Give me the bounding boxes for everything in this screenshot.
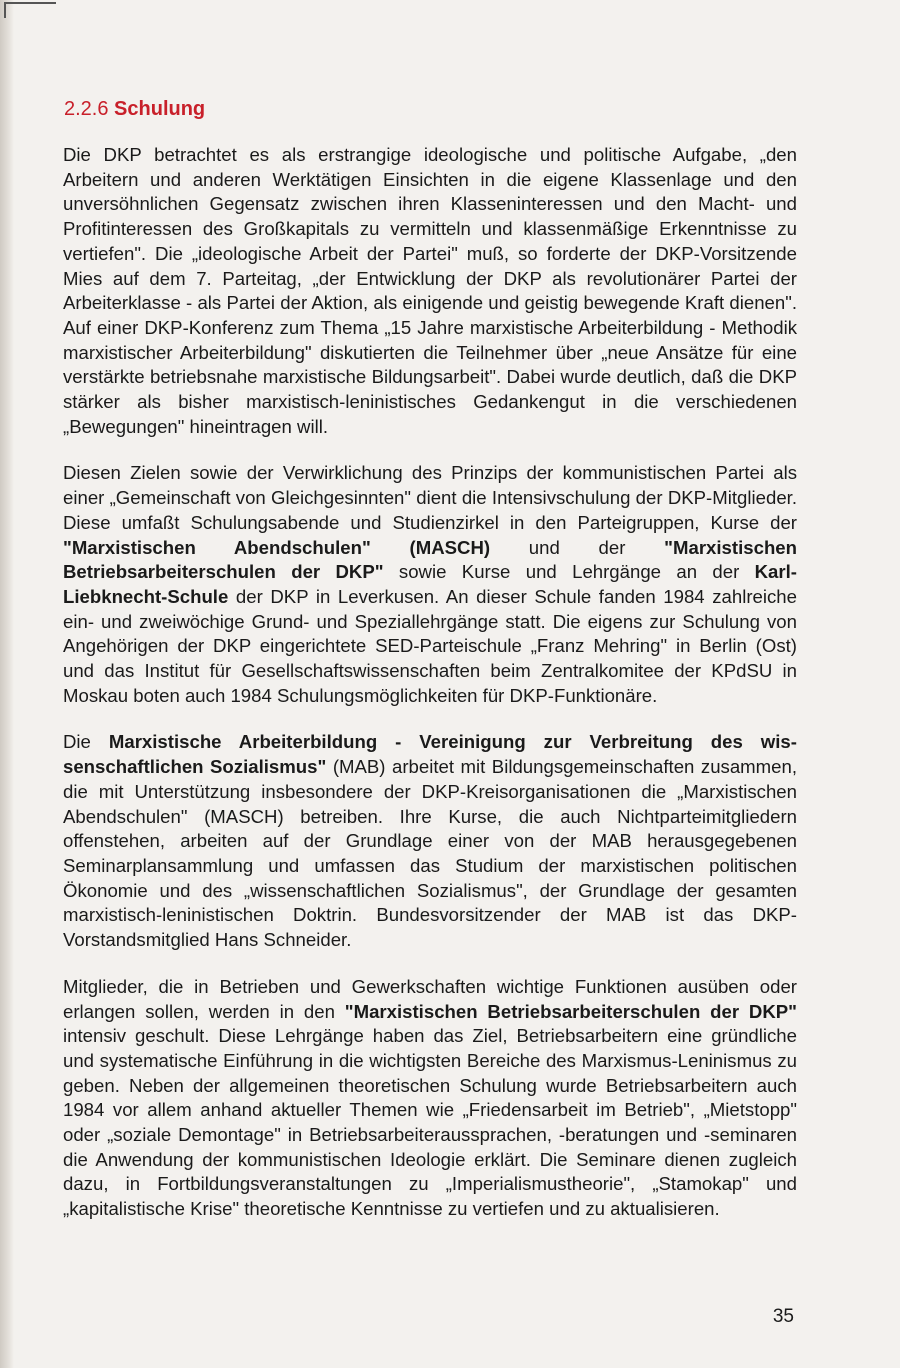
page-binding-edge — [0, 0, 14, 1368]
text-run: Die — [63, 731, 109, 753]
text-run: Die DKP betrachtet es als erstrangige ideologische und politische Aufgabe, „den Arbeitern und anderen Werktätigen Einsichten in die eigene Klassenlage und den unversöhnlichen Gegensatz zwischen ihren Klasseninteressen und den Macht- und Profitinteressen des Großkapitals zu vermitteln und klassenmäßige Erkenntnisse zu vertiefen". Die „ideologische Arbeit der Partei" muß, so forderte der DKP-Vorsitzende Mies auf dem 7. Parteitag, „der Entwicklung der DKP als revolutionärer Partei der Arbeiterklasse - als Partei der Aktion, als einigende und geistig bewegende Kraft dienen". Auf einer DKP-Konferenz zum Thema „15 Jahre marxistische Arbeiterbildung - Methodik marxistischer Arbeiterbildung" diskutierten die Teilnehmer über „neue Ansätze für eine verstärkte betriebsnahe marxistische Bildungsarbeit". Dabei wurde deutlich, daß die DKP stärker als bisher marxistisch-leninistisches Gedankengut in die verschiedenen „Bewegungen" hineintragen will. — [63, 144, 797, 437]
bold-text-run: Marxistische Arbeiterbildung - Vereinigung zur Verbreitung des wissenschaftlichen Sozialismus" — [63, 731, 797, 778]
text-run: Diesen Zielen sowie der Verwirklichung des Prinzips der kommunistischen Partei als einer „Gemeinschaft von Gleichgesinnten" dient die Intensivschulung der DKP-Mitglieder. Diese umfaßt Schulungsabende und Studienzirkel in den Parteigruppen, Kurse der — [63, 462, 797, 533]
body-text — [63, 143, 797, 1244]
section-title: Schulung — [114, 98, 206, 120]
paragraph — [63, 143, 797, 439]
section-heading — [64, 98, 205, 121]
bold-text-run: "Marxistischen Abendschulen" (MASCH) — [63, 536, 491, 558]
text-run: Mitglieder, die in Betrieben und Gewerkschaften wichtige Funktionen ausüben oder erlangen sollen, werden in den — [63, 975, 797, 1022]
text-run: der DKP in Leverkusen. An dieser Schule fanden 1984 zahlreiche ein- und zweiwöchige Grund- und Speziallehrgänge statt. Die eigens zur Schulung von Angehörigen der DKP eingerichtete SED-Parteischule „Franz Mehring" in Berlin (Ost) und das Institut für Gesellschaftswissenschaften beim Zentralkomitee der KPdSU in Moskau boten auch 1984 Schulungsmöglichkeiten für DKP-Funktionäre. — [63, 585, 797, 706]
bold-text-run: Karl-Liebknecht-Schule — [63, 561, 797, 607]
bold-text-run: "Marxistischen Betriebsarbeiterschulen der DKP" — [63, 536, 797, 583]
paragraph — [63, 975, 797, 1222]
section-number: 2.2.6 — [64, 98, 109, 120]
page-number: 35 — [772, 1306, 794, 1327]
corner-crop-mark — [4, 2, 56, 18]
paragraph — [63, 730, 797, 952]
bold-text-run: "Marxistischen Betriebsarbeiterschulen der DKP" — [344, 1000, 797, 1022]
text-run: intensiv geschult. Diese Lehrgänge haben das Ziel, Betriebsarbeitern eine gründliche und systematische Einführung in die wichtigsten Bereiche des Marxismus-Leninismus zu geben. Neben der allgemeinen theoretischen Schulung wurde Betriebsarbeitern auch 1984 vor allem anhand aktueller Themen wie „Friedensarbeit im Betrieb", „Mietstopp" oder „soziale Demontage" in Betriebsarbeiteraussprachen, -beratungen und -seminaren die Anwendung der kommunistischen Ideologie erklärt. Die Seminare dienen zugleich dazu, in Fortbildungsveranstaltungen zu „Imperialismustheorie", „Stamokap" und „kapitalistische Krise" theoretische Kenntnisse zu vertiefen und zu aktualisieren. — [63, 1025, 797, 1220]
text-run: sowie Kurse und Lehrgänge an der — [383, 561, 755, 583]
text-run: und der — [490, 536, 665, 558]
paragraph — [63, 461, 797, 708]
text-run: (MAB) arbeitet mit Bildungsgemeinschaften zusammen, die mit Unterstützung insbesondere der DKP-Kreisorganisationen die „Marxistischen Abendschulen" (MASCH) betreiben. Ihre Kurse, die auch Nichtparteimitgliedern offenstehen, arbeiten auf der Grundlage einer von der MAB herausgegebenen Seminarplansammlung und umfassen das Studium der marxistischen politischen Ökonomie und des „wissenschaftlichen Sozialismus", der Grundlage der gesamten marxistisch-leninistischen Doktrin. Bundesvorsitzender der MAB ist das DKP-Vorstandsmitglied Hans Schneider. — [63, 756, 798, 951]
